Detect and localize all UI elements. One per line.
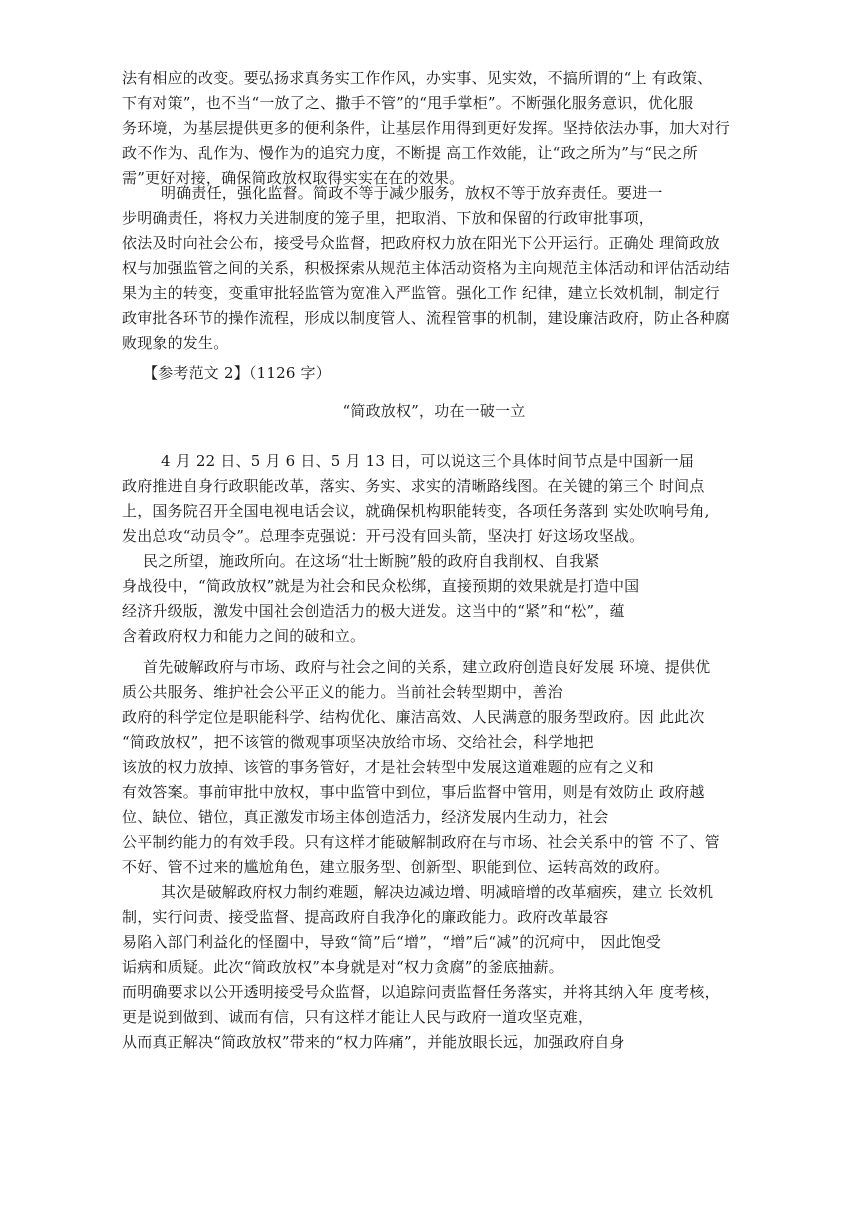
text-line: 诟病和质疑。此次“简政放权”本身就是对“权力贪腐”的釜底抽薪。 [122, 958, 564, 976]
text-line: 政审批各环节的操作流程，形成以制度管人、流程管事的机制，建设廉洁政府，防止各种腐 [122, 309, 731, 327]
text-line: 下有对策”，也不当“一放了之、撒手不管”的“甩手掌柜”。不断强化服务意识，优化服 [122, 94, 694, 112]
text-line: 该放的权力放掉、该管的事务管好，才是社会转型中发展这道难题的应有之义和 [122, 758, 655, 776]
text-line: 政府推进自身行政职能改革，落实、务实、求实的清晰路线图。在关键的第三个 时间点 [122, 477, 705, 495]
text-line: “简政放权”，把不该管的微观事项坚决放给市场、交给社会，科学地把 [122, 733, 594, 751]
text-line: 民之所望，施政所向。在这场“壮士断腕”般的政府自我削权、自我紧 [143, 552, 600, 570]
text-line: 经济升级版，激发中国社会创造活力的极大迸发。这当中的“紧”和“松”，蕴 [122, 602, 625, 620]
text-line: 不好、管不过来的尴尬角色，建立服务型、创新型、职能到位、运转高效的政府。 [122, 858, 670, 876]
text-line: 更是说到做到、诚而有信，只有这样才能让人民与政府一道攻坚克难， [122, 1008, 594, 1026]
text-line: 明确责任，强化监督。简政不等于减少服务，放权不等于放弃责任。要进一 [161, 184, 663, 202]
text-line: 政不作为、乱作为、慢作为的追究力度，不断提 高工作效能，让“政之所为”与“民之所 [122, 144, 698, 162]
text-line: 其次是破解政府权力制约难题，解决边减边增、明减暗增的改革痼疾，建立 长效机 [161, 883, 714, 901]
text-line: 发出总攻“动员令”。总理李克强说：开弓没有回头箭，坚决打 好这场攻坚战。 [122, 527, 645, 545]
text-line: 含着政府权力和能力之间的破和立。 [122, 627, 366, 645]
text-line: 需”更好对接，确保简政放权取得实实在在的效果。 [122, 169, 465, 187]
text-line: 首先破解政府与市场、政府与社会之间的关系，建立政府创造良好发展 环境、提供优 [143, 658, 711, 676]
text-line: 果为主的转变，变重审批轻监管为宽准入严监管。强化工作 纪律，建立长效机制，制定行 [122, 284, 720, 302]
text-line: 从而真正解决“简政放权”带来的“权力阵痛”，并能放眼长远，加强政府自身 [122, 1033, 625, 1051]
text-line: 4 月 22 日、5 月 6 日、5 月 13 日，可以说这三个具体时间节点是中国新一届 [161, 452, 695, 470]
section-heading: 【参考范文 2】（1126 字） [143, 364, 331, 382]
text-line: 上，国务院召开全国电视电话会议，就确保机构职能转变，各项任务落到 实处吹响号角, [122, 502, 710, 520]
text-line: 权与加强监管之间的关系，积极探索从规范主体活动资格为主向规范主体活动和评估活动结 [122, 259, 731, 277]
text-line: 依法及时向社会公布，接受号众监督，把政府权力放在阳光下公开运行。正确处 理简政放 [122, 234, 720, 252]
text-line: 公平制约能力的有效手段。只有这样才能破解制政府在与市场、社会关系中的管 不了、管 [122, 833, 720, 851]
text-line: 败现象的发生。 [122, 334, 229, 352]
text-line: 身战役中，“简政放权”就是为社会和民众松绑，直接预期的效果就是打造中国 [122, 577, 640, 595]
text-line: 有效答案。事前审批中放权，事中监管中到位，事后监督中管用，则是有效防止 政府越 [122, 783, 705, 801]
text-line: 而明确要求以公开透明接受号众监督，以追踪问责监督任务落实，并将其纳入年 度考核， [122, 983, 720, 1001]
article-title: “简政放权”，功在一破一立 [342, 402, 526, 420]
text-line: 易陷入部门利益化的怪圈中，导致“简”后“增”，“增”后“减”的沉疴中， 因此饱受 [122, 933, 662, 951]
text-line: 质公共服务、维护社会公平正义的能力。当前社会转型期中，善治 [122, 683, 563, 701]
text-line: 制，实行问责、接受监督、提高政府自我净化的廉政能力。政府改革最容 [122, 908, 609, 926]
text-line: 法有相应的改变。要弘扬求真务实工作作风，办实事、见实效，不搞所谓的“上 有政策、 [122, 69, 713, 87]
text-line: 步明确责任，将权力关进制度的笼子里，把取消、下放和保留的行政审批事项， [122, 209, 655, 227]
text-line: 政府的科学定位是职能科学、结构优化、廉洁高效、人民满意的服务型政府。因 此此次 [122, 708, 705, 726]
text-line: 务环境，为基层提供更多的便利条件，让基层作用得到更好发挥。坚持依法办事，加大对行 [122, 119, 731, 137]
text-line: 位、缺位、错位，真正激发市场主体创造活力，经济发展内生动力，社会 [122, 808, 609, 826]
